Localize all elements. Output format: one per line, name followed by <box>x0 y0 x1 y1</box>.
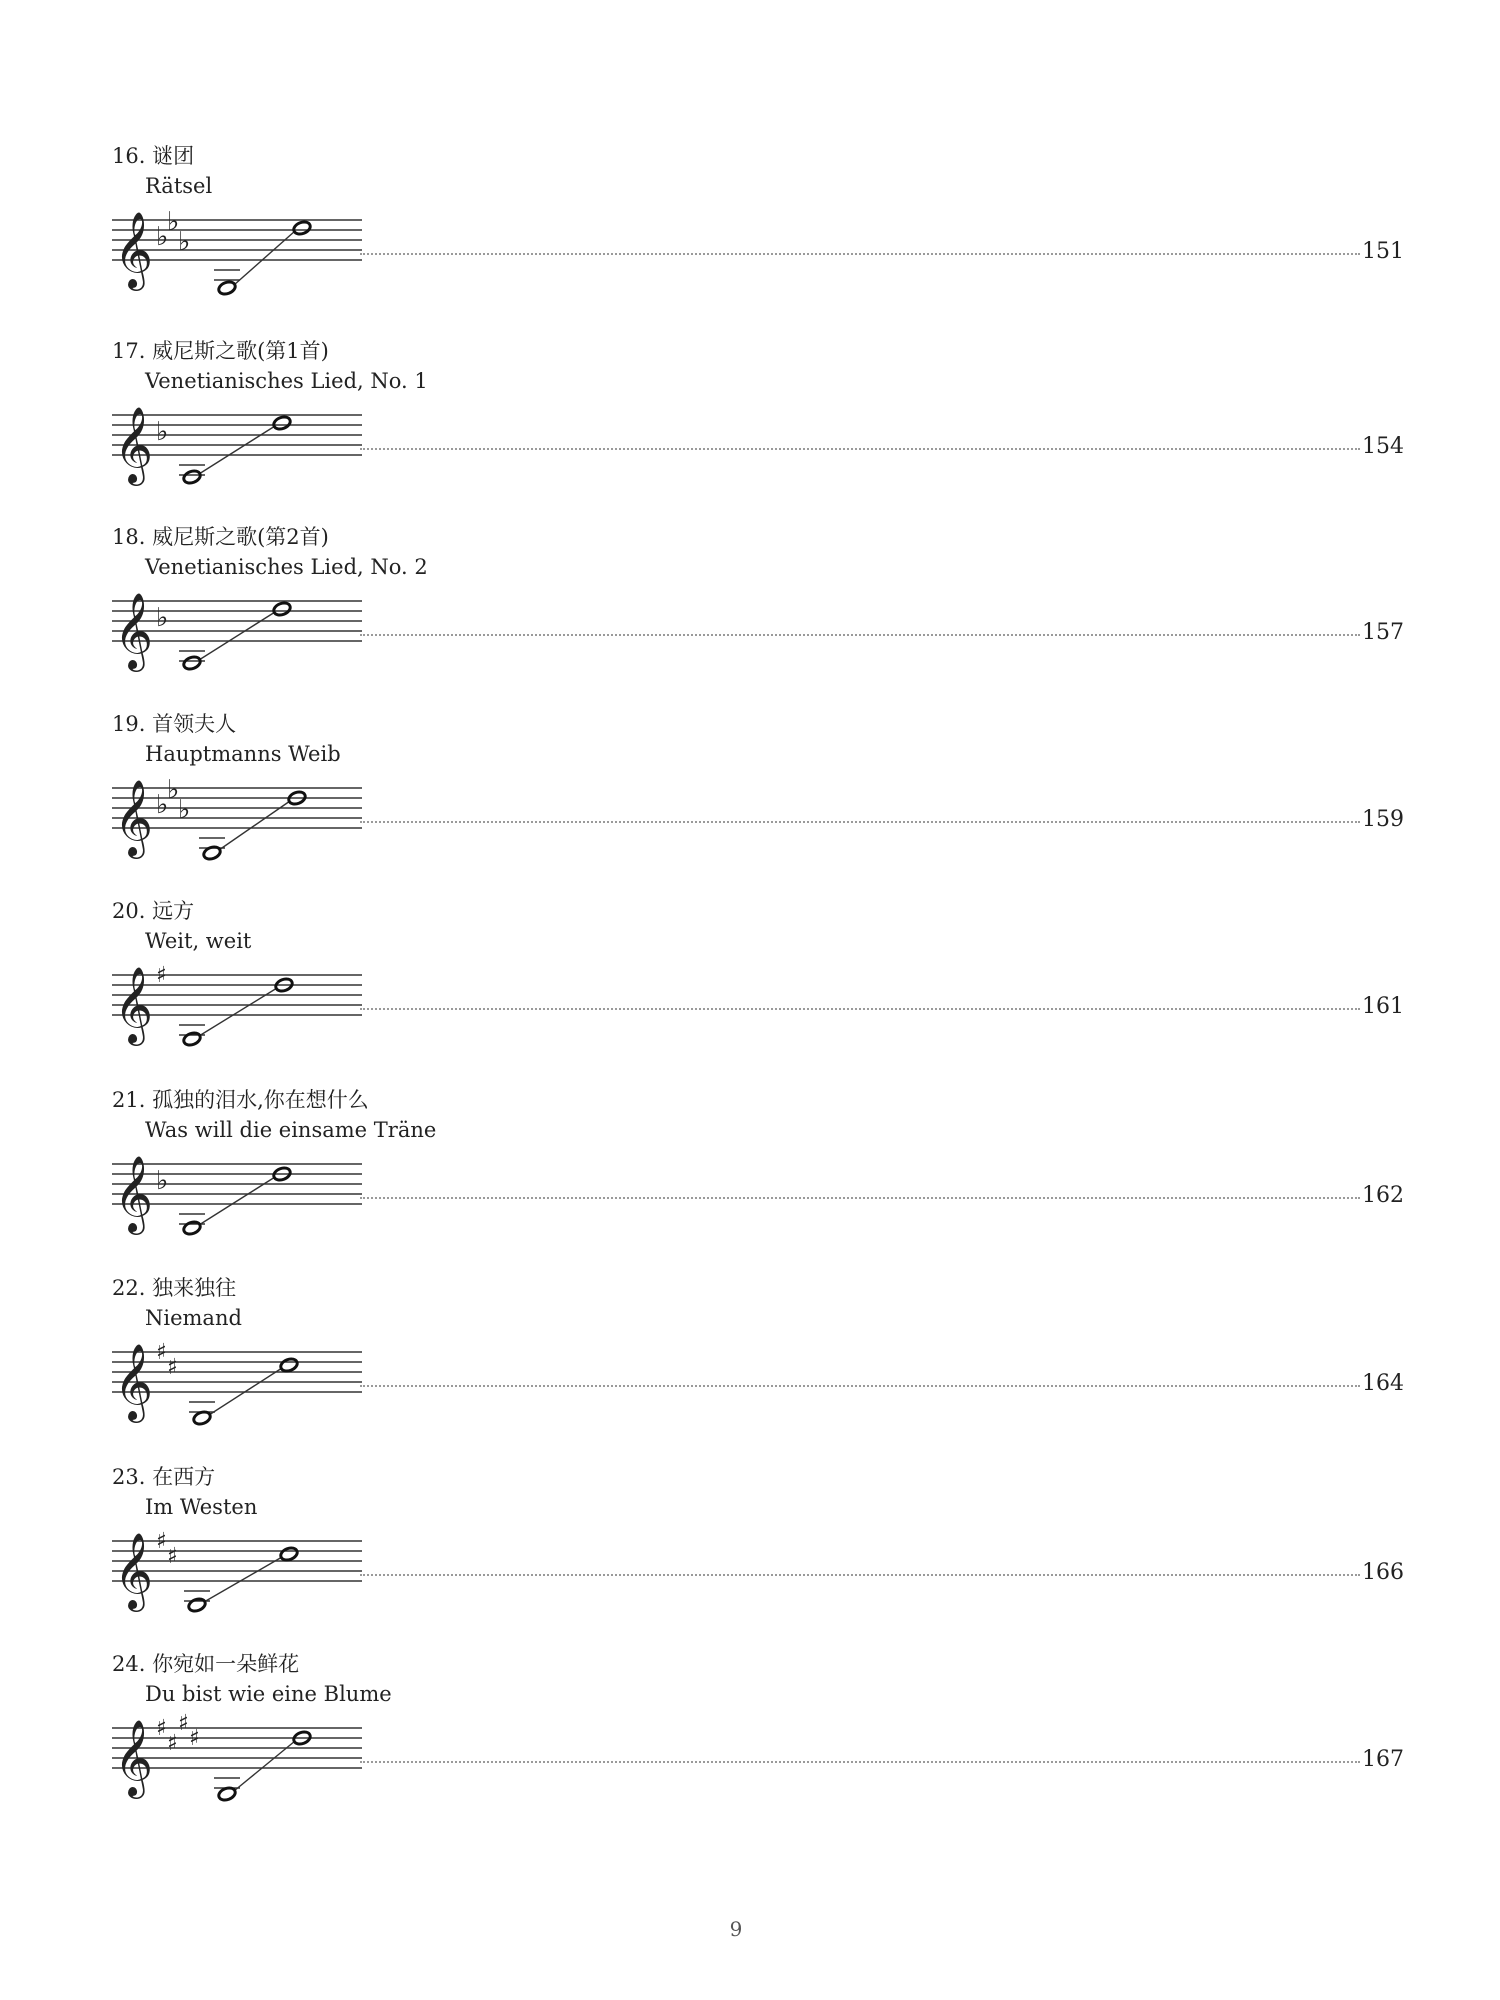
song-title-chinese: 21. 孤独的泪水,你在想什么 <box>112 1088 369 1112</box>
flat-accidental: ♭ <box>178 795 191 825</box>
song-title-chinese: 20. 远方 <box>112 899 195 923</box>
lowest-note <box>202 845 222 861</box>
song-title-chinese: 16. 谜团 <box>112 144 195 168</box>
song-title-chinese: 22. 独来独往 <box>112 1276 237 1300</box>
flat-accidental: ♭ <box>167 775 180 805</box>
treble-clef-icon: 𝄞 <box>114 1343 154 1420</box>
lowest-note <box>182 469 202 485</box>
page-reference[interactable]: 157 <box>1362 620 1404 645</box>
highest-note <box>279 1357 299 1373</box>
toc-entry[interactable] <box>0 521 1500 711</box>
sharp-accidental: ♯ <box>189 1726 200 1751</box>
toc-entry[interactable] <box>0 1648 1500 1838</box>
song-title-chinese: 24. 你宛如一朵鲜花 <box>112 1652 300 1676</box>
music-staff <box>112 1708 362 1818</box>
sharp-accidental: ♯ <box>156 1716 167 1741</box>
song-title-german: Niemand <box>145 1306 242 1330</box>
flat-accidental: ♭ <box>156 790 169 820</box>
song-title-german: Im Westen <box>145 1495 258 1519</box>
flat-accidental: ♭ <box>167 207 180 237</box>
treble-clef-icon: 𝄞 <box>114 779 154 856</box>
sharp-accidental: ♯ <box>167 1731 178 1756</box>
toc-entry[interactable] <box>0 1272 1500 1462</box>
page-number: 9 <box>729 1917 743 1941</box>
dot-leader <box>360 448 1360 450</box>
dot-leader <box>360 634 1360 636</box>
music-staff <box>112 955 362 1065</box>
toc-entry[interactable] <box>0 1461 1500 1651</box>
dot-leader <box>360 821 1360 823</box>
song-title-chinese: 19. 首领夫人 <box>112 712 237 736</box>
page-reference[interactable]: 167 <box>1362 1747 1404 1772</box>
dot-leader <box>360 1574 1360 1576</box>
dot-leader <box>360 253 1360 255</box>
music-staff <box>112 768 362 878</box>
flat-accidental: ♭ <box>156 222 169 252</box>
highest-note <box>272 601 292 617</box>
page-reference[interactable]: 151 <box>1362 239 1404 264</box>
treble-clef-icon: 𝄞 <box>114 211 154 288</box>
range-connector <box>199 426 275 474</box>
music-staff <box>112 1144 362 1254</box>
page-reference[interactable]: 164 <box>1362 1371 1404 1396</box>
song-title-german: Rätsel <box>145 174 213 198</box>
highest-note <box>272 415 292 431</box>
flat-accidental: ♭ <box>156 417 169 447</box>
sharp-accidental: ♯ <box>178 1711 189 1736</box>
toc-entry[interactable] <box>0 708 1500 898</box>
toc-entry[interactable] <box>0 1084 1500 1274</box>
page-reference[interactable]: 162 <box>1362 1183 1404 1208</box>
lowest-note <box>182 655 202 671</box>
dot-leader <box>360 1197 1360 1199</box>
treble-clef-icon: 𝄞 <box>114 406 154 483</box>
toc-entry[interactable] <box>0 895 1500 1085</box>
page-reference[interactable]: 159 <box>1362 807 1404 832</box>
song-title-german: Hauptmanns Weib <box>145 742 341 766</box>
lowest-note <box>182 1031 202 1047</box>
treble-clef-icon: 𝄞 <box>114 1719 154 1796</box>
music-staff <box>112 200 362 310</box>
flat-accidental: ♭ <box>156 603 169 633</box>
song-title-german: Venetianisches Lied, No. 1 <box>145 369 428 393</box>
page-reference[interactable]: 166 <box>1362 1560 1404 1585</box>
sharp-accidental: ♯ <box>167 1355 178 1380</box>
treble-clef-icon: 𝄞 <box>114 592 154 669</box>
music-staff <box>112 1332 362 1442</box>
song-title-german: Venetianisches Lied, No. 2 <box>145 555 428 579</box>
song-title-german: Du bist wie eine Blume <box>145 1682 392 1706</box>
sharp-accidental: ♯ <box>156 1529 167 1554</box>
highest-note <box>292 220 312 236</box>
sharp-accidental: ♯ <box>167 1544 178 1569</box>
lowest-note <box>187 1597 207 1613</box>
flat-accidental: ♭ <box>156 1166 169 1196</box>
song-title-german: Was will die einsame Träne <box>145 1118 437 1142</box>
treble-clef-icon: 𝄞 <box>114 1532 154 1609</box>
lowest-note <box>217 280 237 296</box>
sharp-accidental: ♯ <box>156 1340 167 1365</box>
highest-note <box>279 1546 299 1562</box>
music-staff <box>112 1521 362 1631</box>
range-connector <box>199 612 275 660</box>
page-reference[interactable]: 154 <box>1362 434 1404 459</box>
dot-leader <box>360 1385 1360 1387</box>
song-title-chinese: 23. 在西方 <box>112 1465 216 1489</box>
music-staff <box>112 395 362 505</box>
treble-clef-icon: 𝄞 <box>114 1155 154 1232</box>
song-title-german: Weit, weit <box>145 929 252 953</box>
page-reference[interactable]: 161 <box>1362 994 1404 1019</box>
flat-accidental: ♭ <box>178 227 191 257</box>
range-connector <box>234 231 295 285</box>
dot-leader <box>360 1008 1360 1010</box>
song-title-chinese: 17. 威尼斯之歌(第1首) <box>112 339 329 363</box>
music-staff <box>112 581 362 691</box>
toc-entry[interactable] <box>0 335 1500 525</box>
sharp-accidental: ♯ <box>156 963 167 988</box>
song-title-chinese: 18. 威尼斯之歌(第2首) <box>112 525 329 549</box>
range-connector <box>204 1557 282 1602</box>
dot-leader <box>360 1761 1360 1763</box>
treble-clef-icon: 𝄞 <box>114 966 154 1043</box>
toc-entry[interactable] <box>0 140 1500 330</box>
lowest-note <box>182 1220 202 1236</box>
